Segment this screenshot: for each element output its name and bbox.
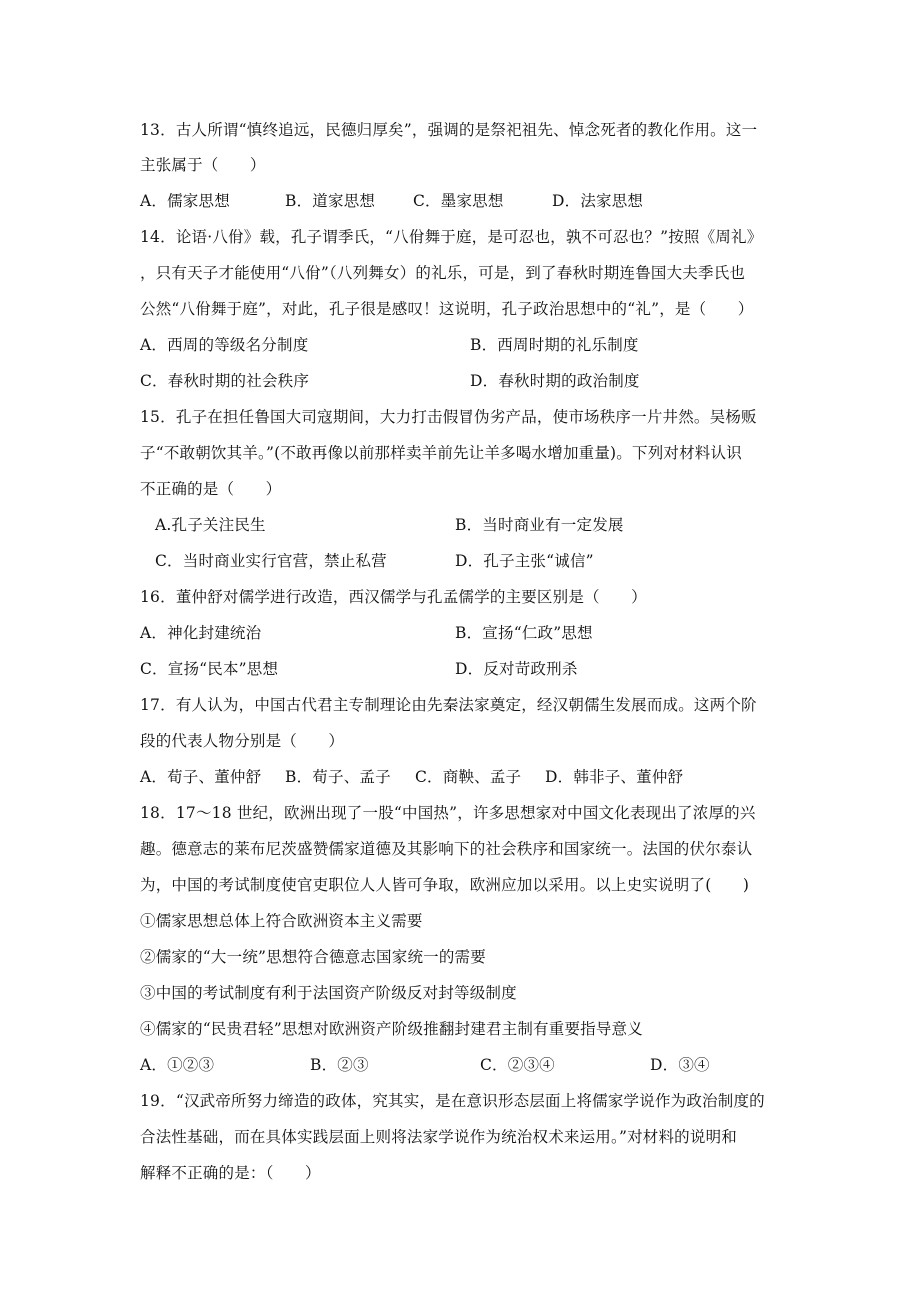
option-d[interactable]: D．韩非子、董仲舒 [545, 768, 684, 786]
question-text-line: 段的代表人物分别是（ ） [140, 732, 345, 750]
question-text-line: 19．“汉武帝所努力缔造的政体，究其实，是在意识形态层面上将儒家学说作为政治制度的 [140, 1092, 765, 1110]
question-text-line: 合法性基础，而在具体实践层面上则将法家学说作为统治权术来运用。”对材料的说明和 [140, 1128, 737, 1146]
option-c[interactable]: C．宣扬“民本”思想 [140, 660, 279, 678]
question-text-line: ，只有天子才能使用“八佾”（八列舞女）的礼乐，可是，到了春秋时期连鲁国大夫季氏也 [140, 264, 746, 282]
question-text-line: 18．17～18 世纪，欧洲出现了一股“中国热”，许多思想家对中国文化表现出了浓厚的兴 [140, 804, 756, 822]
question-text-line: 解释不正确的是：（ ） [140, 1164, 321, 1182]
question-text-line: 不正确的是（ ） [140, 480, 282, 498]
option-b[interactable]: B．宣扬“仁政”思想 [455, 624, 593, 642]
option-b[interactable]: B．西周时期的礼乐制度 [470, 336, 639, 354]
option-d[interactable]: D．③④ [650, 1056, 710, 1074]
statement-4: ④儒家的“民贵君轻”思想对欧洲资产阶级推翻封建君主制有重要指导意义 [140, 1020, 643, 1038]
option-c[interactable]: C．②③④ [480, 1056, 555, 1074]
option-a[interactable]: A．①②③ [140, 1056, 215, 1074]
option-a[interactable]: A．荀子、董仲舒 [140, 768, 262, 786]
option-b[interactable]: B．荀子、孟子 [285, 768, 391, 786]
statement-1: ①儒家思想总体上符合欧洲资本主义需要 [140, 912, 423, 930]
option-b[interactable]: B．道家思想 [285, 192, 376, 210]
question-text-line: 为，中国的考试制度使官吏职位人人皆可争取，欧洲应加以采用。以上史实说明了( ) [140, 876, 750, 894]
question-text-line: 17．有人认为，中国古代君主专制理论由先秦法家奠定，经汉朝儒生发展而成。这两个阶 [140, 696, 757, 714]
question-text-line: 14．论语·八佾》载，孔子谓季氏，“八佾舞于庭，是可忍也，孰不可忍也？”按照《周礼》 [140, 228, 763, 246]
option-c[interactable]: C．墨家思想 [413, 192, 504, 210]
option-d[interactable]: D．反对苛政刑杀 [455, 660, 578, 678]
option-d[interactable]: D．春秋时期的政治制度 [470, 372, 640, 390]
option-c[interactable]: C．当时商业实行官营，禁止私营 [155, 552, 387, 570]
question-text-line: 13．古人所谓“慎终追远，民德归厚矣”，强调的是祭祀祖先、悼念死者的教化作用。这一 [140, 121, 758, 139]
option-c[interactable]: C．商鞅、孟子 [415, 768, 522, 786]
option-b[interactable]: B．②③ [310, 1056, 369, 1074]
option-d[interactable]: D．法家思想 [552, 192, 644, 210]
statement-2: ②儒家的“大一统”思想符合德意志国家统一的需要 [140, 948, 486, 966]
option-a[interactable]: A.孔子关注民生 [155, 516, 266, 534]
question-text-line: 16．董仲舒对儒学进行改造，西汉儒学与孔孟儒学的主要区别是（ ） [140, 588, 647, 606]
option-a[interactable]: A．西周的等级名分制度 [140, 336, 309, 354]
option-a[interactable]: A．儒家思想 [140, 192, 230, 210]
option-b[interactable]: B．当时商业有一定发展 [455, 516, 624, 534]
question-text-line: 15．孔子在担任鲁国大司寇期间，大力打击假冒伪劣产品，使市场秩序一片井然。吴杨贩 [140, 408, 757, 426]
question-text-line: 主张属于（ ） [140, 156, 266, 174]
option-d[interactable]: D．孔子主张“诚信” [455, 552, 594, 570]
question-text-line: 公然“八佾舞于庭”，对此，孔子很是感叹！这说明，孔子政治思想中的“礼”，是（ ） [140, 300, 754, 318]
statement-3: ③中国的考试制度有利于法国资产阶级反对封等级制度 [140, 984, 517, 1002]
option-c[interactable]: C．春秋时期的社会秩序 [140, 372, 310, 390]
question-text-line: 趣。德意志的莱布尼茨盛赞儒家道德及其影响下的社会秩序和国家统一。法国的伏尔泰认 [140, 840, 753, 858]
option-a[interactable]: A．神化封建统治 [140, 624, 262, 642]
question-text-line: 子“不敢朝饮其羊。”(不敢再像以前那样卖羊前先让羊多喝水增加重量)。下列对材料认识 [140, 444, 742, 462]
